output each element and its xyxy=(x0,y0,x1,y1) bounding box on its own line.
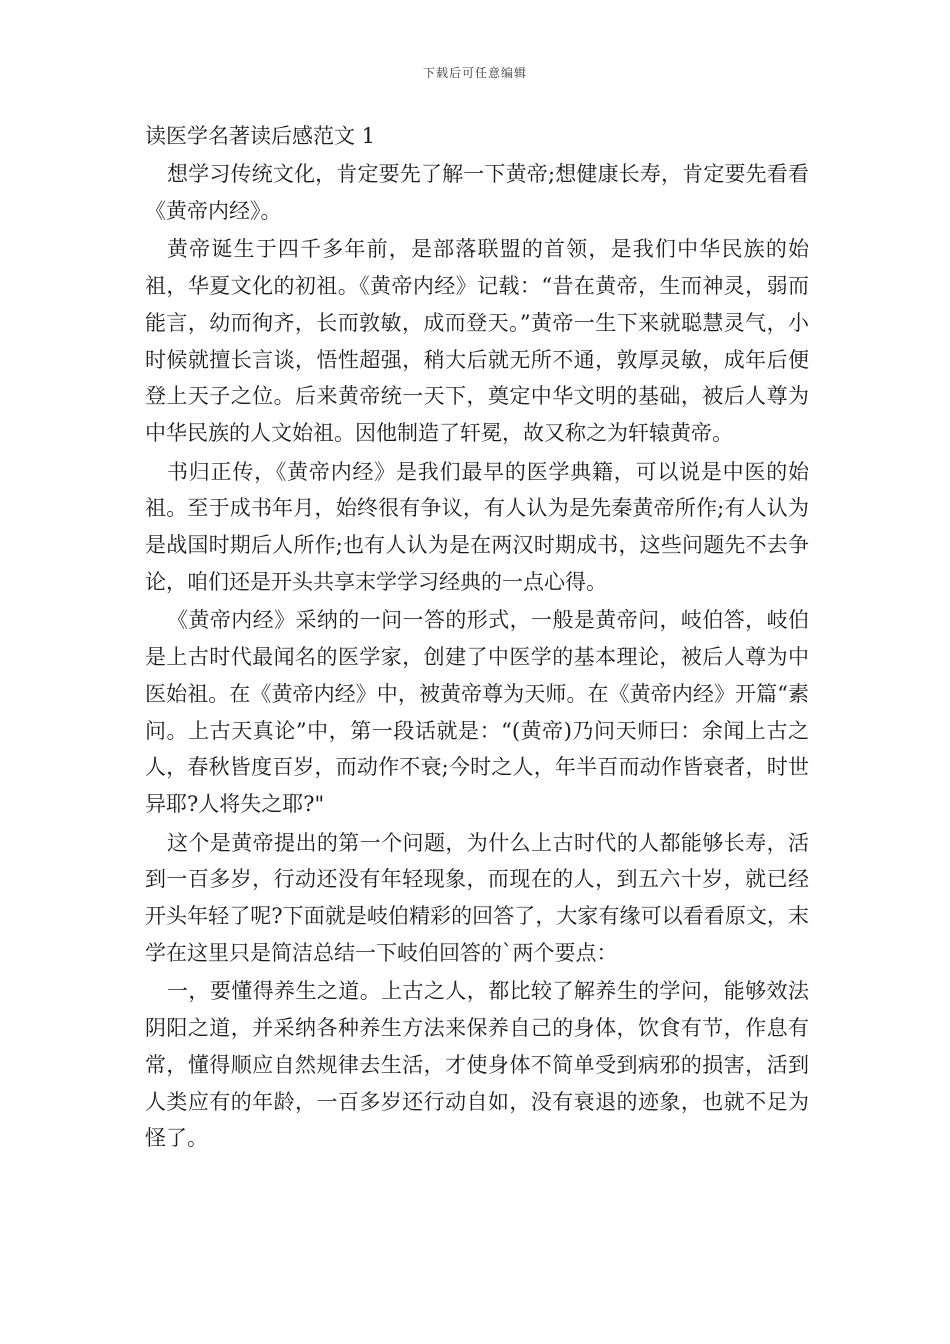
paragraph-4: 《黄帝内经》采纳的一问一答的形式，一般是黄帝问，岐伯答，岐伯是上古时代最闻名的医学家，创建了中医学的基本理论，被后人尊为中医始祖。在《黄帝内经》中，被黄帝尊为天师。在《黄帝内经》开篇“素问。上古天真论”中，第一段话就是：“(黄帝)乃问天师曰：余闻上古之人，春秋皆度百岁，而动作不衰;今时之人，年半百而动作皆衰者，时世异耶?人将失之耶?" xyxy=(145,608,809,816)
paragraph-3: 书归正传，《黄帝内经》是我们最早的医学典籍，可以说是中医的始祖。至于成书年月，始终很有争议，有人认为是先秦黄帝所作;有人认为是战国时期后人所作;也有人认为是在两汉时期成书，这些问题先不去争论，咱们还是开头共享末学学习经典的一点心得。 xyxy=(145,459,809,594)
page-header: 下载后可任意编辑 xyxy=(422,66,527,80)
document-title: 读医学名著读后感范文 1 xyxy=(145,124,376,148)
document-body xyxy=(145,118,809,1159)
paragraph-5: 这个是黄帝提出的第一个问题，为什么上古时代的人都能够长寿，活到一百多岁，行动还没有年轻现象，而现在的人，到五六十岁，就已经开头年轻了呢?下面就是岐伯精彩的回答了，大家有缘可以看看原文，末学在这里只是简洁总结一下岐伯回答的`两个要点： xyxy=(145,830,809,965)
paragraph-1: 想学习传统文化，肯定要先了解一下黄帝;想健康长寿，肯定要先看看《黄帝内经》。 xyxy=(145,162,809,223)
paragraph-2: 黄帝诞生于四千多年前，是部落联盟的首领，是我们中华民族的始祖，华夏文化的初祖。《黄帝内经》记载：“昔在黄帝，生而神灵，弱而能言，幼而徇齐，长而敦敏，成而登天。”黄帝一生下来就聪慧灵气，小时候就擅长言谈，悟性超强，稍大后就无所不通，敦厚灵敏，成年后便登上天子之位。后来黄帝统一天下，奠定中华文明的基础，被后人尊为中华民族的人文始祖。因他制造了轩冕，故又称之为轩辕黄帝。 xyxy=(145,237,809,445)
paragraph-6: 一，要懂得养生之道。上古之人，都比较了解养生的学问，能够效法阴阳之道，并采纳各种养生方法来保养自己的身体，饮食有节，作息有常，懂得顺应自然规律去生活，才使身体不简单受到病邪的损害，活到人类应有的年龄，一百多岁还行动自如，没有衰退的迹象，也就不足为怪了。 xyxy=(145,979,809,1151)
